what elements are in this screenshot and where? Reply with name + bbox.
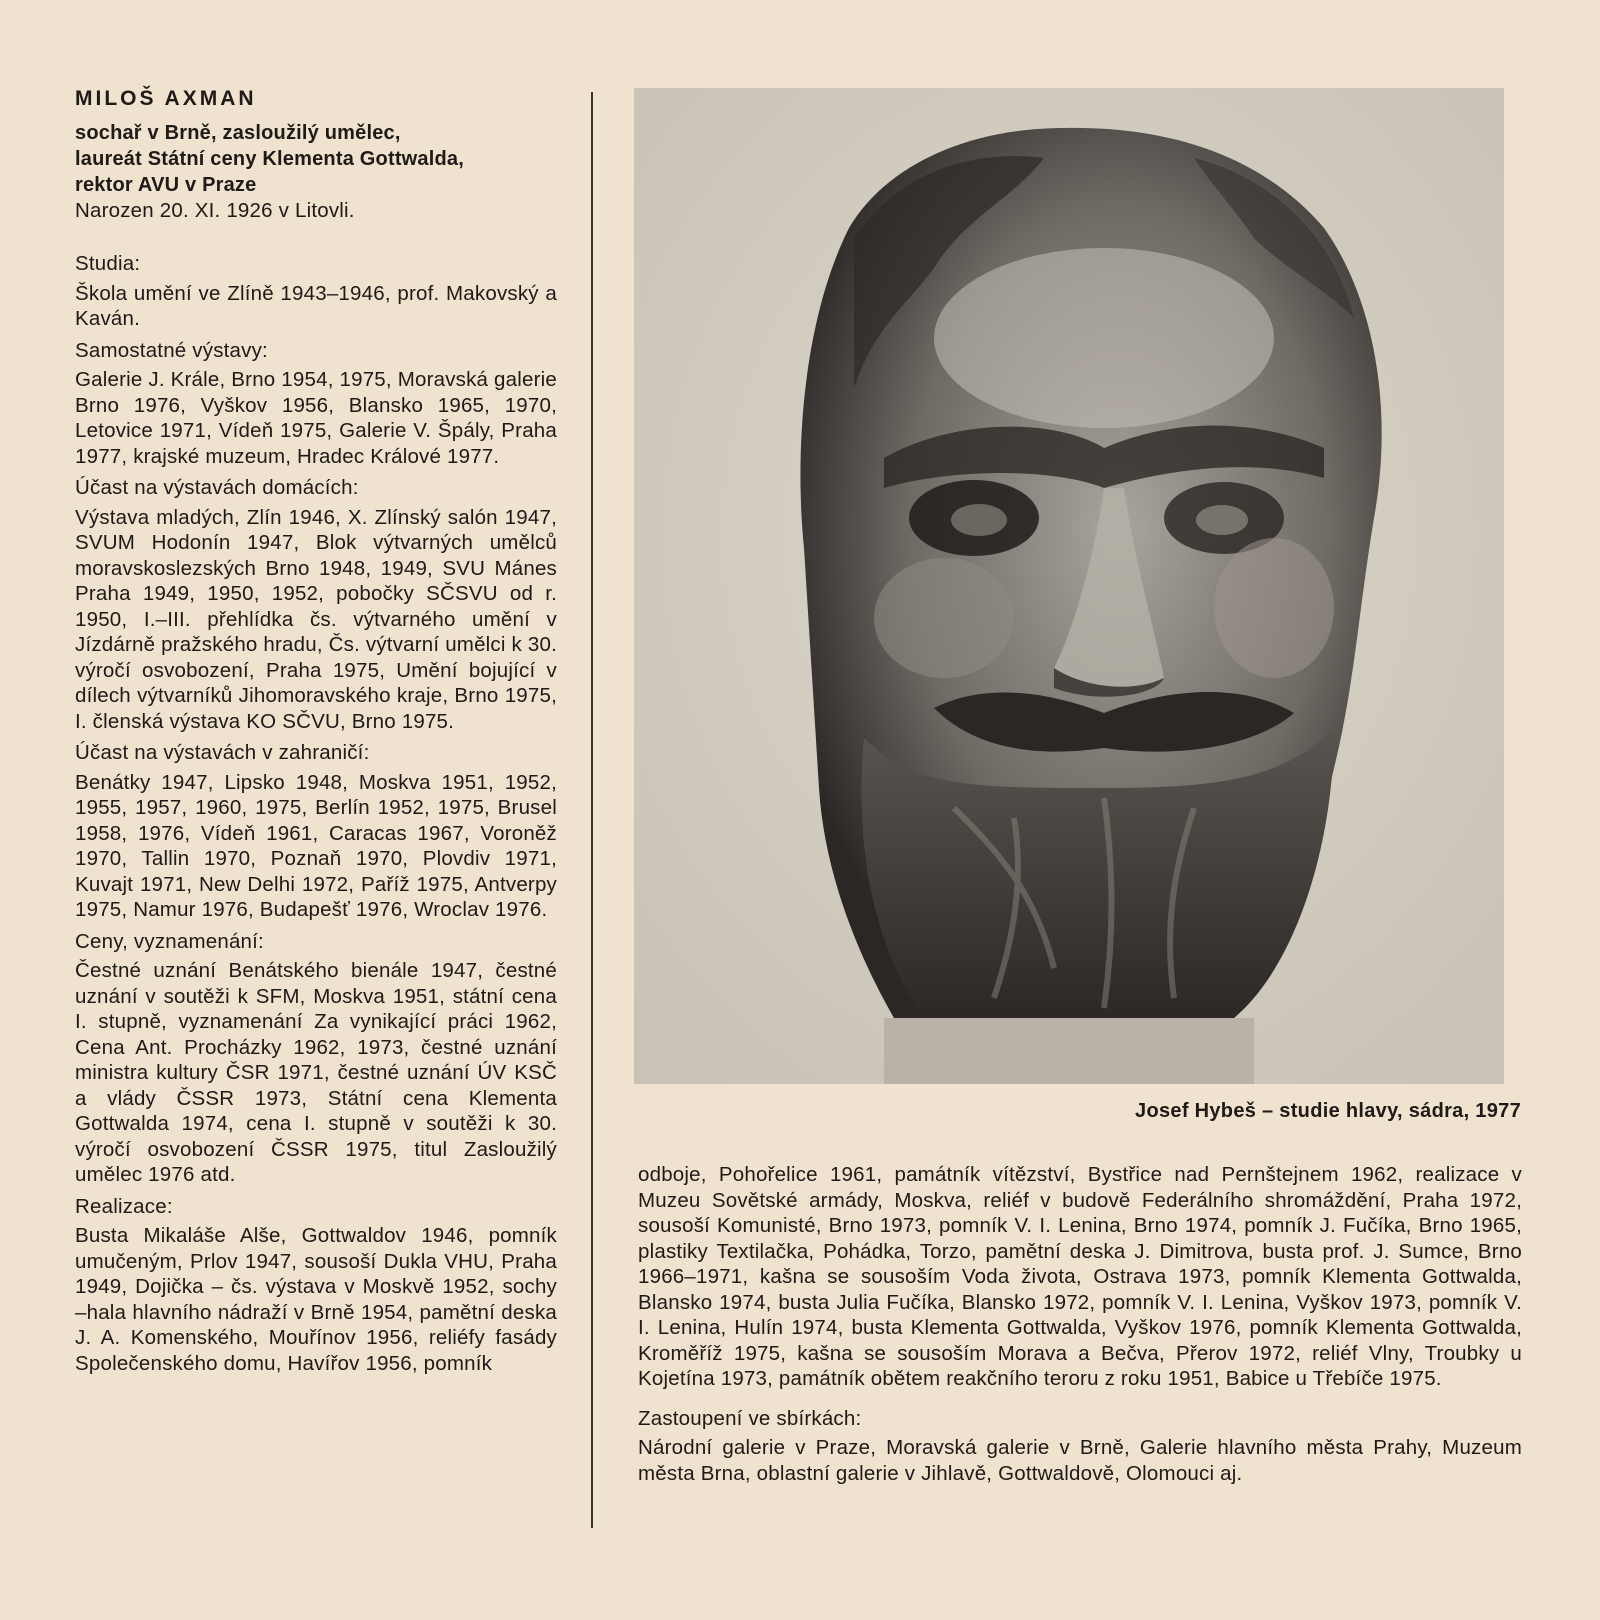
section-realizace <box>75 1194 557 1377</box>
section-heading: Samostatné výstavy: <box>75 338 268 362</box>
section-ceny <box>75 929 557 1188</box>
section-text: Benátky 1947, Lipsko 1948, Moskva 1951, 1952, 1955, 1957, 1960, 1975, Berlín 1952, 1975, Brusel 1958, 1976, Vídeň 1961, Caracas 1967, Voroněž 1970, Tallin 1970, Poznaň 1970, Plovdiv 1971, Kuvajt 1971, New Delhi 1972, Paříž 1975, Antverpy 1975, Namur 1976, Budapešť 1976, Wroclav 1976. <box>75 770 557 921</box>
section-heading: Účast na výstavách v zahraničí: <box>75 741 370 764</box>
section-heading: Ceny, vyznamenání: <box>75 929 264 953</box>
column-divider <box>591 92 593 1528</box>
artist-name: MILOŠ AXMAN <box>75 87 257 110</box>
artist-subtitle-1: sochař v Brně, zasloužilý umělec, <box>75 121 401 144</box>
sculpture-photo <box>634 88 1504 1084</box>
photo-caption: Josef Hybeš – studie hlavy, sádra, 1977 <box>1135 1100 1521 1122</box>
realizace-continued: odboje, Pohořelice 1961, památník vítězství, Bystřice nad Pernštejnem 1962, realizace v Muzeu Sovětské armády, Moskva, reliéf v budově Federálního shromáždění, Praha 1972, sousoší Komunisté, Brno 1973, pomník V. I. Lenina, Brno 1974, pomník J. Fučíka, Brno 1965, plastiky Textilačka, Pohádka, Torzo, pamětní deska J. Dimitrova, busta prof. J. Sumce, Brno 1966–1971, kašna se sousoším Voda života, Ostrava 1973, pomník Klementa Gottwalda, Blansko 1974, busta Julia Fučíka, Blansko 1972, pomník V. I. Lenina, Vyškov 1973, pomník V. I. Lenina, Hulín 1974, busta Klementa Gottwalda, Vyškov 1976, pomník Klementa Gottwalda, Kroměříž 1975, kašna se sousoším Morava a Bečva, Přerov 1972, reliéf Vlny, Troubky u Kojetína 1973, památník obětem reakčního teroru z roku 1951, Babice u Třebíče 1975. <box>638 1163 1522 1390</box>
section-vystavy-domaci <box>75 475 557 734</box>
artist-born: Narozen 20. XI. 1926 v Litovli. <box>75 198 355 222</box>
section-text: Škola umění ve Zlíně 1943–1946, prof. Makovský a Kaván. <box>75 281 557 330</box>
section-text: Čestné uznání Benátského bienále 1947, čestné uznání v soutěži k SFM, Moskva 1951, státní cena I. stupně, vyznamenání Za vynikající práci 1962, Cena Ant. Procházky 1962, 1973, čestné uznání ministra kultury ČSR 1971, čestné uznání ÚV KSČ a vlády ČSSR 1973, Státní cena Klementa Gottwalda 1974, cena I. stupně v soutěži k 30. výročí osvobození ČSSR 1975, titul Zasloužilý umělec 1976 atd. <box>75 959 557 1186</box>
section-heading: Účast na výstavách domácích: <box>75 476 359 499</box>
section-text: Národní galerie v Praze, Moravská galerie v Brně, Galerie hlavního města Prahy, Muzeum města Brna, oblastní galerie v Jihlavě, Gottwaldově, Olomouci aj. <box>638 1436 1522 1485</box>
right-column-text <box>638 1162 1522 1500</box>
section-vystavy-zahranici <box>75 740 557 923</box>
sculpture-head-image <box>634 88 1504 1084</box>
section-text: Busta Mikaláše Alše, Gottwaldov 1946, pomník umučeným, Prlov 1947, sousoší Dukla VHU, Praha 1949, Dojička – čs. výstava v Moskvě 1952, sochy –hala hlavního nádraží v Brně 1954, pamětní deska J. A. Komenského, Mouřínov 1956, reliéfy fasády Společenského domu, Havířov 1956, pomník <box>75 1224 557 1375</box>
section-sbirky <box>638 1406 1522 1487</box>
artist-subtitle-2: laureát Státní ceny Klementa Gottwalda, <box>75 147 465 170</box>
section-text: Galerie J. Krále, Brno 1954, 1975, Moravská galerie Brno 1976, Vyškov 1956, Blansko 1965, 1970, Letovice 1971, Vídeň 1975, Galerie V. Špály, Praha 1977, krajské muzeum, Hradec Králové 1977. <box>75 368 557 468</box>
section-heading: Zastoupení ve sbírkách: <box>638 1406 862 1430</box>
section-text: Výstava mladých, Zlín 1946, X. Zlínský salón 1947, SVUM Hodonín 1947, Blok výtvarných umělců moravskoslezských Brno 1948, 1949, SVU Mánes Praha 1949, 1950, 1952, pobočky SČSVU od r. 1950, I.–III. přehlídka čs. výtvarného umění v Jízdárně pražského hradu, Čs. výtvarní umělci k 30. výročí osvobození, Praha 1975, Umění bojující v dílech výtvarníků Jihomoravského kraje, Brno 1975, I. členská výstava KO SČVU, Brno 1975. <box>75 505 557 733</box>
section-samostatne-vystavy <box>75 338 557 470</box>
section-heading: Realizace: <box>75 1194 173 1218</box>
artist-subtitle-3: rektor AVU v Praze <box>75 173 257 196</box>
left-column <box>75 86 557 1382</box>
section-studia <box>75 251 557 332</box>
section-heading: Studia: <box>75 252 141 275</box>
